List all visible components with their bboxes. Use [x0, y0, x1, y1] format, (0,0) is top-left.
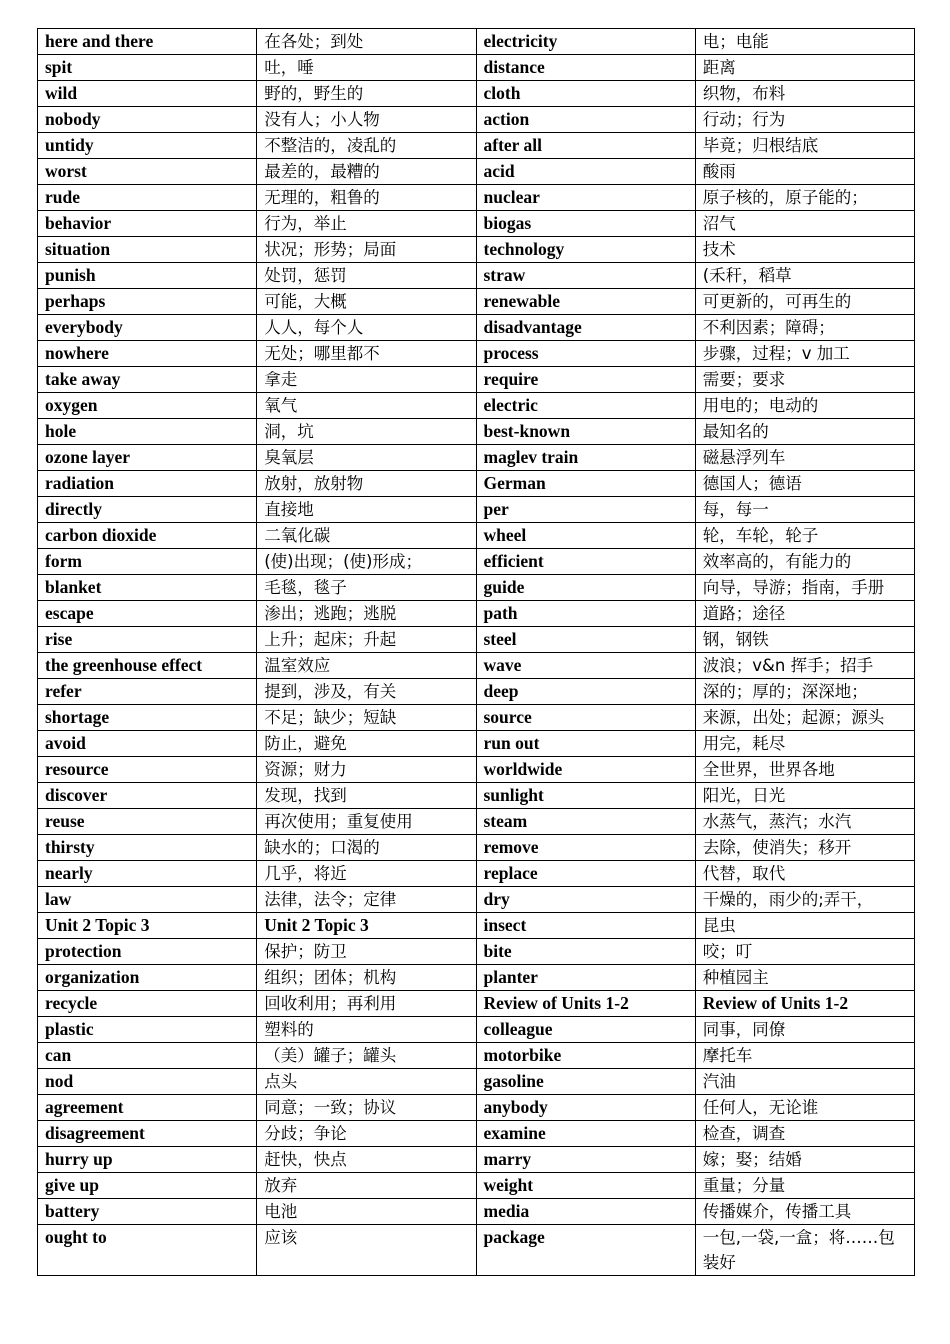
chinese-meaning-cell: 渗出；逃跑；逃脱: [257, 601, 476, 627]
english-word-cell: nuclear: [476, 185, 695, 211]
table-row: [38, 159, 915, 185]
english-word-cell: here and there: [38, 29, 257, 55]
table-row: [38, 809, 915, 835]
english-word-cell: efficient: [476, 549, 695, 575]
table-row: [38, 679, 915, 705]
english-word-cell: deep: [476, 679, 695, 705]
english-word-cell: guide: [476, 575, 695, 601]
chinese-meaning-cell: 磁悬浮列车: [695, 445, 914, 471]
chinese-meaning-cell: 原子核的，原子能的；: [695, 185, 914, 211]
table-row: [38, 965, 915, 991]
table-row: [38, 991, 915, 1017]
chinese-meaning-cell: 不整洁的，凌乱的: [257, 133, 476, 159]
chinese-meaning-cell: 用电的；电动的: [695, 393, 914, 419]
vocabulary-table-body: [38, 29, 915, 1276]
chinese-meaning-cell: 摩托车: [695, 1043, 914, 1069]
table-row: [38, 393, 915, 419]
chinese-meaning-cell: 回收利用；再利用: [257, 991, 476, 1017]
chinese-meaning-cell: 步骤，过程；v 加工: [695, 341, 914, 367]
english-word-cell: law: [38, 887, 257, 913]
chinese-meaning-cell: 没有人；小人物: [257, 107, 476, 133]
english-word-cell: recycle: [38, 991, 257, 1017]
chinese-meaning-cell: 行为，举止: [257, 211, 476, 237]
chinese-meaning-cell: 同意；一致；协议: [257, 1095, 476, 1121]
chinese-meaning-cell: 防止，避免: [257, 731, 476, 757]
english-word-cell: package: [476, 1225, 695, 1276]
english-word-cell: nearly: [38, 861, 257, 887]
chinese-meaning-cell: 去除，使消失；移开: [695, 835, 914, 861]
table-row: [38, 81, 915, 107]
english-word-cell: worst: [38, 159, 257, 185]
chinese-meaning-cell: 温室效应: [257, 653, 476, 679]
chinese-meaning-cell: 提到，涉及，有关: [257, 679, 476, 705]
chinese-meaning-cell: 道路；途径: [695, 601, 914, 627]
table-row: [38, 1225, 915, 1276]
english-word-cell: after all: [476, 133, 695, 159]
english-word-cell: run out: [476, 731, 695, 757]
chinese-meaning-cell: 嫁；娶；结婚: [695, 1147, 914, 1173]
english-word-cell: dry: [476, 887, 695, 913]
chinese-meaning-cell: 洞，坑: [257, 419, 476, 445]
table-row: [38, 107, 915, 133]
chinese-meaning-cell: 咬；叮: [695, 939, 914, 965]
english-word-cell: radiation: [38, 471, 257, 497]
english-word-cell: situation: [38, 237, 257, 263]
chinese-meaning-cell: 应该: [257, 1225, 476, 1276]
chinese-meaning-cell: 再次使用；重复使用: [257, 809, 476, 835]
chinese-meaning-cell: 处罚，惩罚: [257, 263, 476, 289]
english-word-cell: insect: [476, 913, 695, 939]
english-word-cell: sunlight: [476, 783, 695, 809]
english-word-cell: path: [476, 601, 695, 627]
chinese-meaning-cell: 行动；行为: [695, 107, 914, 133]
chinese-meaning-cell: 分歧；争论: [257, 1121, 476, 1147]
english-word-cell: avoid: [38, 731, 257, 757]
english-word-cell: thirsty: [38, 835, 257, 861]
english-word-cell: everybody: [38, 315, 257, 341]
english-word-cell: gasoline: [476, 1069, 695, 1095]
table-row: [38, 601, 915, 627]
chinese-meaning-cell: 轮，车轮，轮子: [695, 523, 914, 549]
table-row: [38, 419, 915, 445]
table-row: [38, 861, 915, 887]
chinese-meaning-cell: 毛毯，毯子: [257, 575, 476, 601]
chinese-meaning-cell: 缺水的；口渴的: [257, 835, 476, 861]
table-row: [38, 1095, 915, 1121]
chinese-meaning-cell: 检查，调查: [695, 1121, 914, 1147]
english-word-cell: wheel: [476, 523, 695, 549]
english-word-cell: carbon dioxide: [38, 523, 257, 549]
english-word-cell: require: [476, 367, 695, 393]
chinese-meaning-cell: 氧气: [257, 393, 476, 419]
chinese-meaning-cell: 在各处；到处: [257, 29, 476, 55]
english-word-cell: hurry up: [38, 1147, 257, 1173]
chinese-meaning-cell: 状况；形势；局面: [257, 237, 476, 263]
english-word-cell: maglev train: [476, 445, 695, 471]
table-row: [38, 575, 915, 601]
english-word-cell: protection: [38, 939, 257, 965]
english-word-cell: wild: [38, 81, 257, 107]
chinese-meaning-cell: 电池: [257, 1199, 476, 1225]
table-row: [38, 185, 915, 211]
english-word-cell: weight: [476, 1173, 695, 1199]
english-word-cell: anybody: [476, 1095, 695, 1121]
table-row: [38, 133, 915, 159]
chinese-meaning-cell: 沼气: [695, 211, 914, 237]
chinese-meaning-cell: 任何人，无论谁: [695, 1095, 914, 1121]
table-row: [38, 653, 915, 679]
chinese-meaning-cell: 波浪；v&n 挥手；招手: [695, 653, 914, 679]
english-word-cell: replace: [476, 861, 695, 887]
chinese-meaning-cell: Review of Units 1-2: [695, 991, 914, 1017]
english-word-cell: refer: [38, 679, 257, 705]
english-word-cell: oxygen: [38, 393, 257, 419]
table-row: [38, 263, 915, 289]
table-row: [38, 1199, 915, 1225]
table-row: [38, 887, 915, 913]
english-word-cell: untidy: [38, 133, 257, 159]
english-word-cell: best-known: [476, 419, 695, 445]
chinese-meaning-cell: 放射，放射物: [257, 471, 476, 497]
chinese-meaning-cell: 吐，唾: [257, 55, 476, 81]
chinese-meaning-cell: 赶快，快点: [257, 1147, 476, 1173]
english-word-cell: battery: [38, 1199, 257, 1225]
english-word-cell: electric: [476, 393, 695, 419]
table-row: [38, 757, 915, 783]
chinese-meaning-cell: 组织；团体；机构: [257, 965, 476, 991]
english-word-cell: ought to: [38, 1225, 257, 1276]
table-row: [38, 939, 915, 965]
table-row: [38, 55, 915, 81]
english-word-cell: remove: [476, 835, 695, 861]
chinese-meaning-cell: 深的；厚的；深深地；: [695, 679, 914, 705]
chinese-meaning-cell: 阳光，日光: [695, 783, 914, 809]
chinese-meaning-cell: 酸雨: [695, 159, 914, 185]
english-word-cell: form: [38, 549, 257, 575]
chinese-meaning-cell: 种植园主: [695, 965, 914, 991]
english-word-cell: punish: [38, 263, 257, 289]
english-word-cell: wave: [476, 653, 695, 679]
chinese-meaning-cell: 电；电能: [695, 29, 914, 55]
english-word-cell: electricity: [476, 29, 695, 55]
table-row: [38, 523, 915, 549]
english-word-cell: per: [476, 497, 695, 523]
english-word-cell: bite: [476, 939, 695, 965]
table-row: [38, 497, 915, 523]
english-word-cell: resource: [38, 757, 257, 783]
table-row: [38, 1043, 915, 1069]
english-word-cell: Review of Units 1-2: [476, 991, 695, 1017]
english-word-cell: shortage: [38, 705, 257, 731]
chinese-meaning-cell: 人人，每个人: [257, 315, 476, 341]
table-row: [38, 211, 915, 237]
chinese-meaning-cell: 几乎，将近: [257, 861, 476, 887]
english-word-cell: action: [476, 107, 695, 133]
english-word-cell: agreement: [38, 1095, 257, 1121]
chinese-meaning-cell: 拿走: [257, 367, 476, 393]
english-word-cell: organization: [38, 965, 257, 991]
chinese-meaning-cell: 可更新的，可再生的: [695, 289, 914, 315]
table-row: [38, 731, 915, 757]
chinese-meaning-cell: 最差的，最糟的: [257, 159, 476, 185]
chinese-meaning-cell: 传播媒介，传播工具: [695, 1199, 914, 1225]
english-word-cell: take away: [38, 367, 257, 393]
chinese-meaning-cell: 同事，同僚: [695, 1017, 914, 1043]
chinese-meaning-cell: 重量；分量: [695, 1173, 914, 1199]
english-word-cell: blanket: [38, 575, 257, 601]
chinese-meaning-cell: 直接地: [257, 497, 476, 523]
chinese-meaning-cell: 上升；起床；升起: [257, 627, 476, 653]
chinese-meaning-cell: 一包,一袋,一盒；将……包装好: [695, 1225, 914, 1276]
chinese-meaning-cell: 干燥的，雨少的;弄干，: [695, 887, 914, 913]
table-row: [38, 471, 915, 497]
table-row: [38, 315, 915, 341]
chinese-meaning-cell: 全世界，世界各地: [695, 757, 914, 783]
english-word-cell: source: [476, 705, 695, 731]
chinese-meaning-cell: 效率高的，有能力的: [695, 549, 914, 575]
table-row: [38, 783, 915, 809]
chinese-meaning-cell: 来源，出处；起源；源头: [695, 705, 914, 731]
english-word-cell: nod: [38, 1069, 257, 1095]
chinese-meaning-cell: 可能，大概: [257, 289, 476, 315]
chinese-meaning-cell: 水蒸气，蒸汽；水汽: [695, 809, 914, 835]
chinese-meaning-cell: 德国人；德语: [695, 471, 914, 497]
english-word-cell: distance: [476, 55, 695, 81]
chinese-meaning-cell: 织物，布料: [695, 81, 914, 107]
english-word-cell: discover: [38, 783, 257, 809]
english-word-cell: perhaps: [38, 289, 257, 315]
chinese-meaning-cell: （美）罐子；罐头: [257, 1043, 476, 1069]
english-word-cell: hole: [38, 419, 257, 445]
english-word-cell: motorbike: [476, 1043, 695, 1069]
chinese-meaning-cell: 保护；防卫: [257, 939, 476, 965]
chinese-meaning-cell: 钢，钢铁: [695, 627, 914, 653]
chinese-meaning-cell: 代替，取代: [695, 861, 914, 887]
english-word-cell: spit: [38, 55, 257, 81]
chinese-meaning-cell: 放弃: [257, 1173, 476, 1199]
english-word-cell: steam: [476, 809, 695, 835]
english-word-cell: Unit 2 Topic 3: [38, 913, 257, 939]
english-word-cell: planter: [476, 965, 695, 991]
chinese-meaning-cell: 距离: [695, 55, 914, 81]
chinese-meaning-cell: 臭氧层: [257, 445, 476, 471]
chinese-meaning-cell: 野的，野生的: [257, 81, 476, 107]
english-word-cell: cloth: [476, 81, 695, 107]
english-word-cell: disadvantage: [476, 315, 695, 341]
english-word-cell: process: [476, 341, 695, 367]
chinese-meaning-cell: 汽油: [695, 1069, 914, 1095]
english-word-cell: media: [476, 1199, 695, 1225]
english-word-cell: examine: [476, 1121, 695, 1147]
chinese-meaning-cell: 塑料的: [257, 1017, 476, 1043]
english-word-cell: worldwide: [476, 757, 695, 783]
vocabulary-table: [37, 28, 915, 1276]
english-word-cell: nowhere: [38, 341, 257, 367]
table-row: [38, 1017, 915, 1043]
chinese-meaning-cell: 最知名的: [695, 419, 914, 445]
english-word-cell: escape: [38, 601, 257, 627]
chinese-meaning-cell: 每，每一: [695, 497, 914, 523]
chinese-meaning-cell: (禾秆，稻草: [695, 263, 914, 289]
english-word-cell: the greenhouse effect: [38, 653, 257, 679]
table-row: [38, 289, 915, 315]
chinese-meaning-cell: 技术: [695, 237, 914, 263]
table-row: [38, 1121, 915, 1147]
chinese-meaning-cell: 需要；要求: [695, 367, 914, 393]
table-row: [38, 1147, 915, 1173]
chinese-meaning-cell: 二氧化碳: [257, 523, 476, 549]
english-word-cell: behavior: [38, 211, 257, 237]
table-row: [38, 29, 915, 55]
chinese-meaning-cell: 点头: [257, 1069, 476, 1095]
chinese-meaning-cell: 昆虫: [695, 913, 914, 939]
table-row: [38, 341, 915, 367]
english-word-cell: give up: [38, 1173, 257, 1199]
table-row: [38, 367, 915, 393]
table-row: [38, 705, 915, 731]
english-word-cell: acid: [476, 159, 695, 185]
table-row: [38, 237, 915, 263]
english-word-cell: rise: [38, 627, 257, 653]
chinese-meaning-cell: 无理的，粗鲁的: [257, 185, 476, 211]
english-word-cell: plastic: [38, 1017, 257, 1043]
table-row: [38, 445, 915, 471]
english-word-cell: steel: [476, 627, 695, 653]
english-word-cell: biogas: [476, 211, 695, 237]
table-row: [38, 913, 915, 939]
english-word-cell: marry: [476, 1147, 695, 1173]
english-word-cell: German: [476, 471, 695, 497]
chinese-meaning-cell: (使)出现；(使)形成；: [257, 549, 476, 575]
english-word-cell: ozone layer: [38, 445, 257, 471]
table-row: [38, 1173, 915, 1199]
english-word-cell: reuse: [38, 809, 257, 835]
chinese-meaning-cell: 法律，法令；定律: [257, 887, 476, 913]
chinese-meaning-cell: 不足；缺少；短缺: [257, 705, 476, 731]
chinese-meaning-cell: 毕竟；归根结底: [695, 133, 914, 159]
english-word-cell: technology: [476, 237, 695, 263]
english-word-cell: renewable: [476, 289, 695, 315]
english-word-cell: can: [38, 1043, 257, 1069]
english-word-cell: nobody: [38, 107, 257, 133]
chinese-meaning-cell: 发现，找到: [257, 783, 476, 809]
table-row: [38, 627, 915, 653]
table-row: [38, 1069, 915, 1095]
english-word-cell: directly: [38, 497, 257, 523]
table-row: [38, 835, 915, 861]
chinese-meaning-cell: 无处；哪里都不: [257, 341, 476, 367]
table-row: [38, 549, 915, 575]
chinese-meaning-cell: Unit 2 Topic 3: [257, 913, 476, 939]
chinese-meaning-cell: 资源；财力: [257, 757, 476, 783]
english-word-cell: rude: [38, 185, 257, 211]
english-word-cell: colleague: [476, 1017, 695, 1043]
english-word-cell: straw: [476, 263, 695, 289]
chinese-meaning-cell: 向导，导游；指南，手册: [695, 575, 914, 601]
chinese-meaning-cell: 不利因素；障碍；: [695, 315, 914, 341]
chinese-meaning-cell: 用完，耗尽: [695, 731, 914, 757]
english-word-cell: disagreement: [38, 1121, 257, 1147]
